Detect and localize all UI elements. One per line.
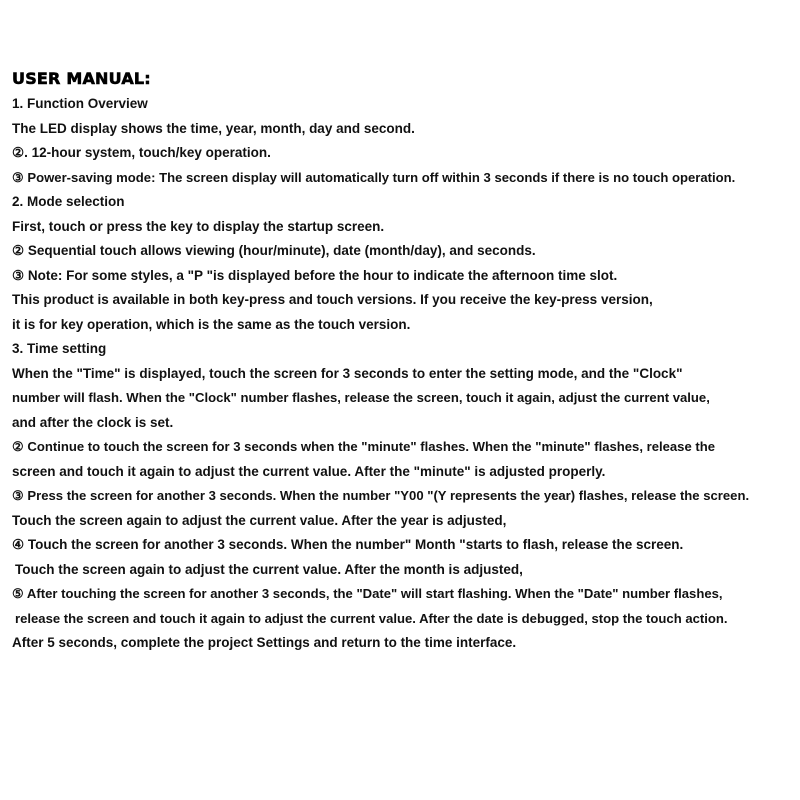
text-line: ② Sequential touch allows viewing (hour/minute), date (month/day), and seconds.	[12, 243, 536, 258]
text-line: After 5 seconds, complete the project Settings and return to the time interface.	[12, 635, 517, 650]
text-line: number will flash. When the "Clock" number flashes, release the screen, touch it again, adjust the current value,	[12, 390, 710, 405]
text-line: ③ Note: For some styles, a "P "is displayed before the hour to indicate the afternoon time slot.	[12, 267, 618, 283]
heading-time-setting: 3. Time setting	[12, 341, 107, 356]
text-line: This product is available in both key-press and touch versions. If you receive the key-press version,	[12, 292, 653, 307]
text-line: ⑤ After touching the screen for another 3 seconds, the "Date" will start flashing. When the "Date" number flashes,	[12, 586, 723, 601]
text-line: ② Continue to touch the screen for 3 seconds when the "minute" flashes. When the "minute" flashes, release the	[12, 439, 716, 454]
text-line: screen and touch it again to adjust the current value. After the "minute" is adjusted properly.	[12, 463, 606, 479]
text-line: it is for key operation, which is the same as the touch version.	[12, 316, 411, 332]
text-line: ③ Power-saving mode: The screen display will automatically turn off within 3 seconds if there is no touch operation.	[12, 169, 736, 185]
heading-function-overview: 1. Function Overview	[12, 96, 148, 111]
text-line: Touch the screen again to adjust the current value. After the year is adjusted,	[12, 512, 507, 528]
user-manual	[12, 66, 796, 656]
manual-title: USER MANUAL:	[12, 69, 151, 88]
text-line: and after the clock is set.	[12, 414, 174, 430]
text-line: The LED display shows the time, year, month, day and second.	[12, 120, 415, 136]
text-line: ④ Touch the screen for another 3 seconds. When the number" Month "starts to flash, release the screen.	[12, 537, 684, 552]
text-line: ③ Press the screen for another 3 seconds. When the number "Y00 "(Y represents the year) flashes, release the screen.	[12, 488, 750, 503]
text-line: release the screen and touch it again to adjust the current value. After the date is debugged, stop the touch action.	[15, 610, 728, 626]
text-line: Touch the screen again to adjust the current value. After the month is adjusted,	[15, 561, 523, 577]
text-line: First, touch or press the key to display the startup screen.	[12, 218, 385, 234]
text-line: When the "Time" is displayed, touch the screen for 3 seconds to enter the setting mode, and the "Clock"	[12, 365, 683, 381]
text-line: ②. 12-hour system, touch/key operation.	[12, 145, 271, 160]
heading-mode-selection: 2. Mode selection	[12, 194, 125, 209]
